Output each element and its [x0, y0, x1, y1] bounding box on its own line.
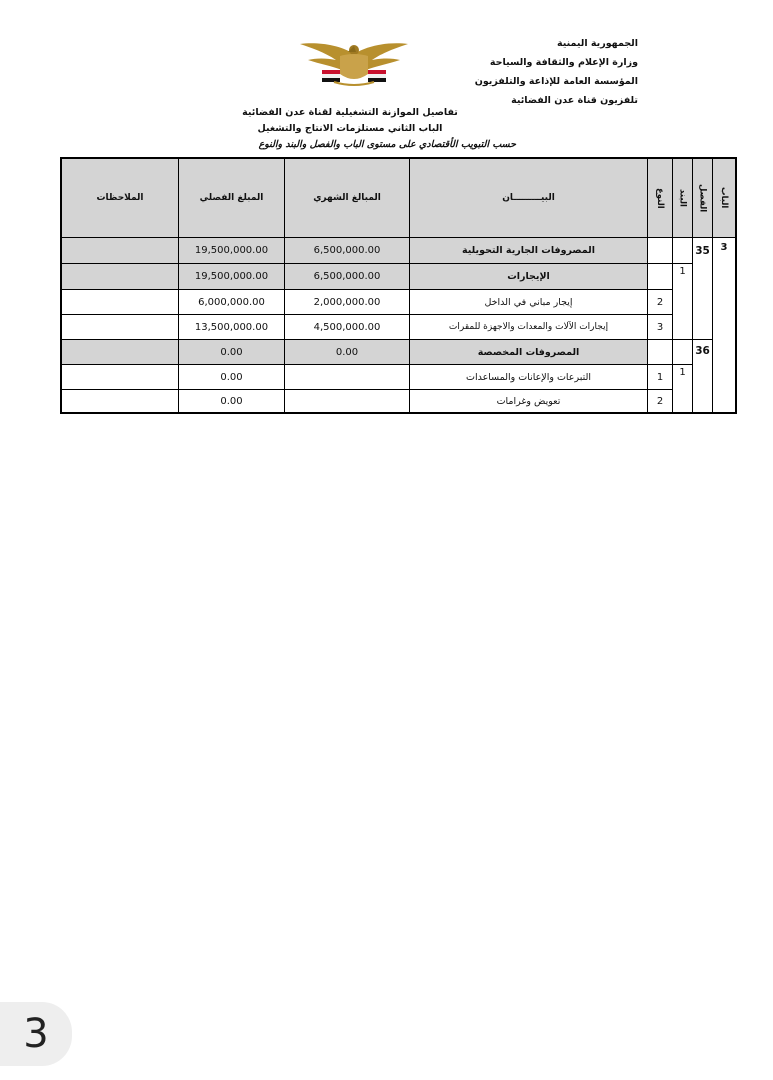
org-line-country: الجمهورية اليمنية: [557, 38, 638, 49]
row-5-description: التبرعات والإعانات والمساعدات: [466, 371, 591, 383]
item-code-donations: 1: [679, 366, 686, 378]
row-4-monthly: 0.00: [335, 346, 359, 358]
row-2-monthly: 2,000,000.00: [313, 296, 381, 308]
section-code: 3: [720, 241, 728, 253]
row-0-quarterly: 19,500,000.00: [194, 245, 269, 256]
row-6-quarterly: 0.00: [220, 395, 243, 407]
row-5-quarterly: 0.00: [220, 371, 243, 383]
page-number: 3: [23, 1011, 49, 1057]
document-subtitle: حسب التبويب الأقتصادي على مستوى الباب والفصل والبند والنوع: [258, 139, 516, 150]
row-3-type: 3: [656, 321, 664, 333]
row-4-quarterly: 0.00: [220, 346, 243, 358]
org-line-channel: تلفزيون قناة عدن الفضائية: [511, 95, 638, 106]
row-2-quarterly: 6,000,000.00: [198, 296, 265, 308]
column-header-notes: الملاحظات: [96, 193, 144, 203]
row-1-quarterly: 19,500,000.00: [194, 271, 269, 282]
row-0-monthly: 6,500,000.00: [313, 245, 381, 256]
chapter-code-36: 36: [695, 345, 710, 357]
row-4-description: المصروفات المخصصة: [477, 346, 580, 358]
chapter-code-35: 35: [695, 245, 710, 257]
row-3-description: إيجارات الآلات والمعدات والاجهزة للمقرات: [448, 322, 609, 332]
page-number-badge: [0, 1002, 72, 1066]
column-header-item: البند: [677, 189, 688, 207]
item-code-rents: 1: [679, 265, 686, 277]
column-header-chapter: الفصل: [697, 183, 708, 213]
column-header-monthly: المبالغ الشهري: [313, 193, 381, 203]
row-6-description: تعويض وغرامات: [496, 395, 561, 407]
column-header-type: النوع: [655, 187, 665, 209]
row-3-quarterly: 13,500,000.00: [194, 321, 269, 333]
column-header-section: الباب: [719, 187, 729, 209]
row-1-description: الإيجارات: [507, 271, 550, 282]
row-5-type: 1: [656, 371, 664, 383]
column-header-quarterly: المبلغ الفصلي: [199, 193, 264, 203]
document-title: تفاصيل الموازنة التشغيلية لقناة عدن الفضائية: [242, 107, 458, 118]
org-line-corporation: المؤسسة العامة للإذاعة والتلفزيون: [474, 76, 638, 87]
row-2-description: إيجار مباني في الداخل: [484, 296, 573, 308]
row-1-monthly: 6,500,000.00: [313, 271, 381, 282]
budget-table: [60, 157, 737, 414]
row-3-monthly: 4,500,000.00: [313, 321, 381, 333]
column-header-description: البيـــــــــان: [502, 193, 555, 203]
row-0-description: المصروفات الجارية التحويلية: [462, 245, 595, 256]
document-titles: [150, 105, 550, 137]
row-2-type: 2: [656, 296, 664, 308]
org-line-ministry: وزارة الإعلام والثقافة والسياحة: [489, 57, 638, 68]
document-section-title: الباب الثاني مستلزمات الانتاج والتشغيل: [257, 123, 443, 134]
row-6-type: 2: [656, 395, 664, 407]
yemen-emblem-icon: [298, 40, 410, 88]
organization-header: [418, 34, 638, 110]
